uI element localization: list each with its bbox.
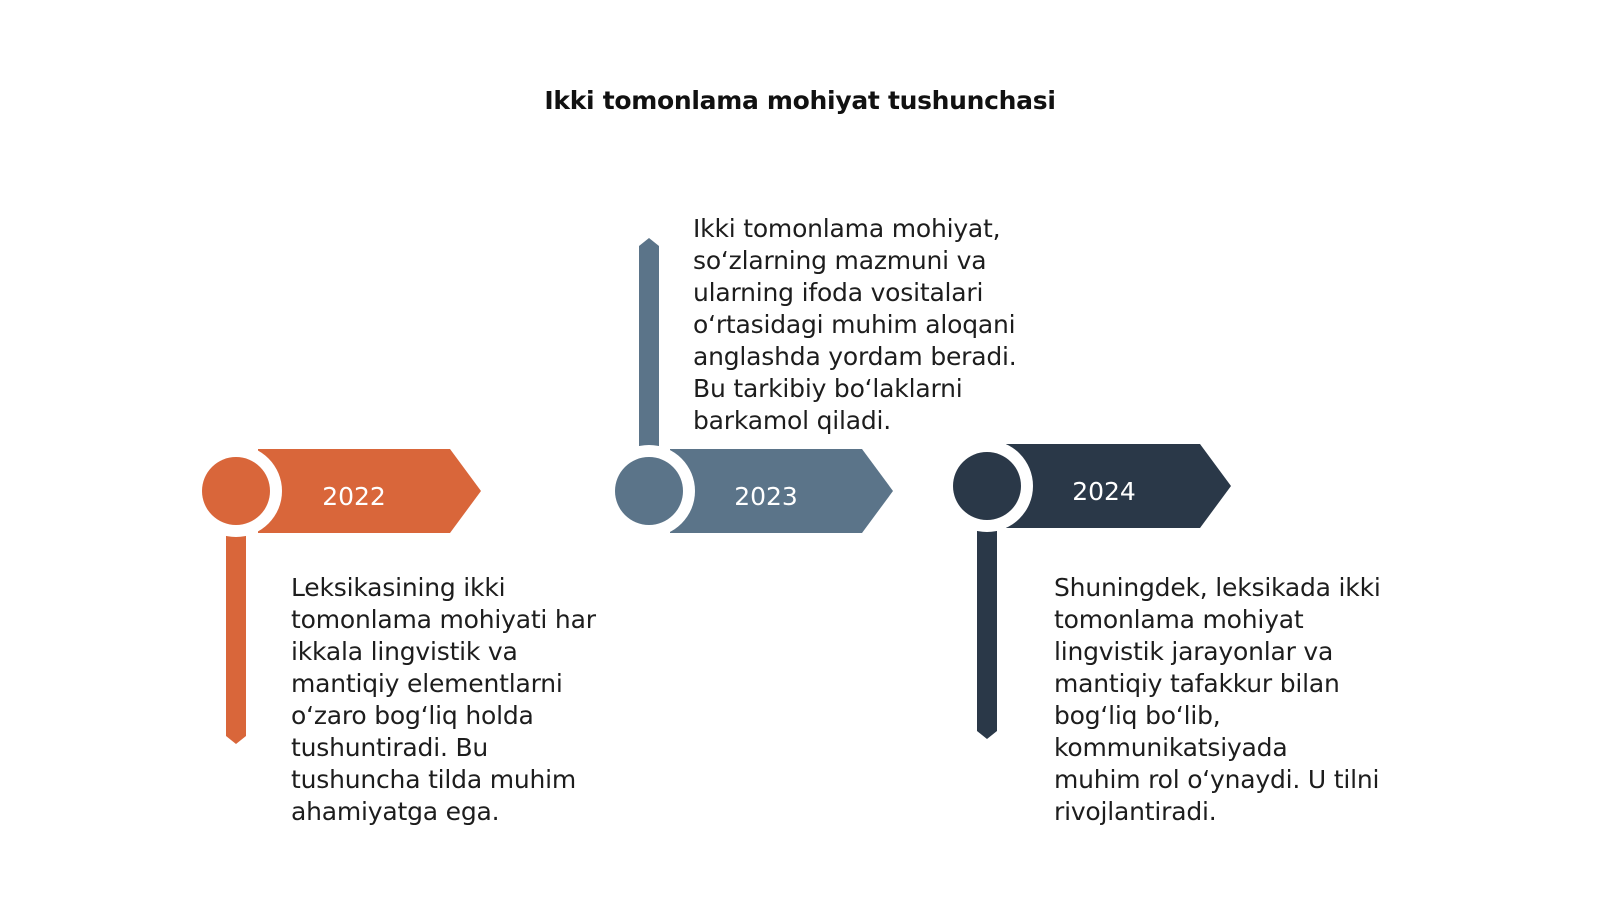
node-circle-2023 bbox=[615, 457, 683, 525]
year-label-2023: 2023 bbox=[734, 482, 798, 511]
node-circle-2024 bbox=[953, 452, 1021, 520]
node-circle-2022 bbox=[202, 457, 270, 525]
connector-tip-2023 bbox=[639, 238, 659, 246]
connector-tip-2022 bbox=[226, 736, 246, 744]
milestone-description-2022: Leksikasining ikki tomonlama mohiyati har ikkala lingvistik va mantiqiy elementlarni o‘zaro bog‘liq holda tushuntiradi. Bu tushuncha tilda muhim ahamiyatga ega. bbox=[291, 573, 596, 826]
connector-bar-2023 bbox=[639, 246, 659, 446]
connector-tip-2024 bbox=[977, 731, 997, 739]
connector-bar-2024 bbox=[977, 531, 997, 731]
year-label-2024: 2024 bbox=[1072, 477, 1136, 506]
connector-bar-2022 bbox=[226, 536, 246, 736]
page-title: Ikki tomonlama mohiyat tushunchasi bbox=[544, 86, 1056, 115]
milestone-description-2023: Ikki tomonlama mohiyat, so‘zlarning mazmuni va ularning ifoda vositalari o‘rtasidagi muhim aloqani anglashda yordam beradi. Bu tarkibiy bo‘laklarni barkamol qiladi. bbox=[693, 214, 1017, 435]
year-label-2022: 2022 bbox=[322, 482, 386, 511]
milestone-description-2024: Shuningdek, leksikada ikki tomonlama mohiyat lingvistik jarayonlar va mantiqiy tafakkur bilan bog‘liq bo‘lib, kommunikatsiyada muhim rol o‘ynaydi. U tilni rivojlantiradi. bbox=[1054, 573, 1381, 826]
